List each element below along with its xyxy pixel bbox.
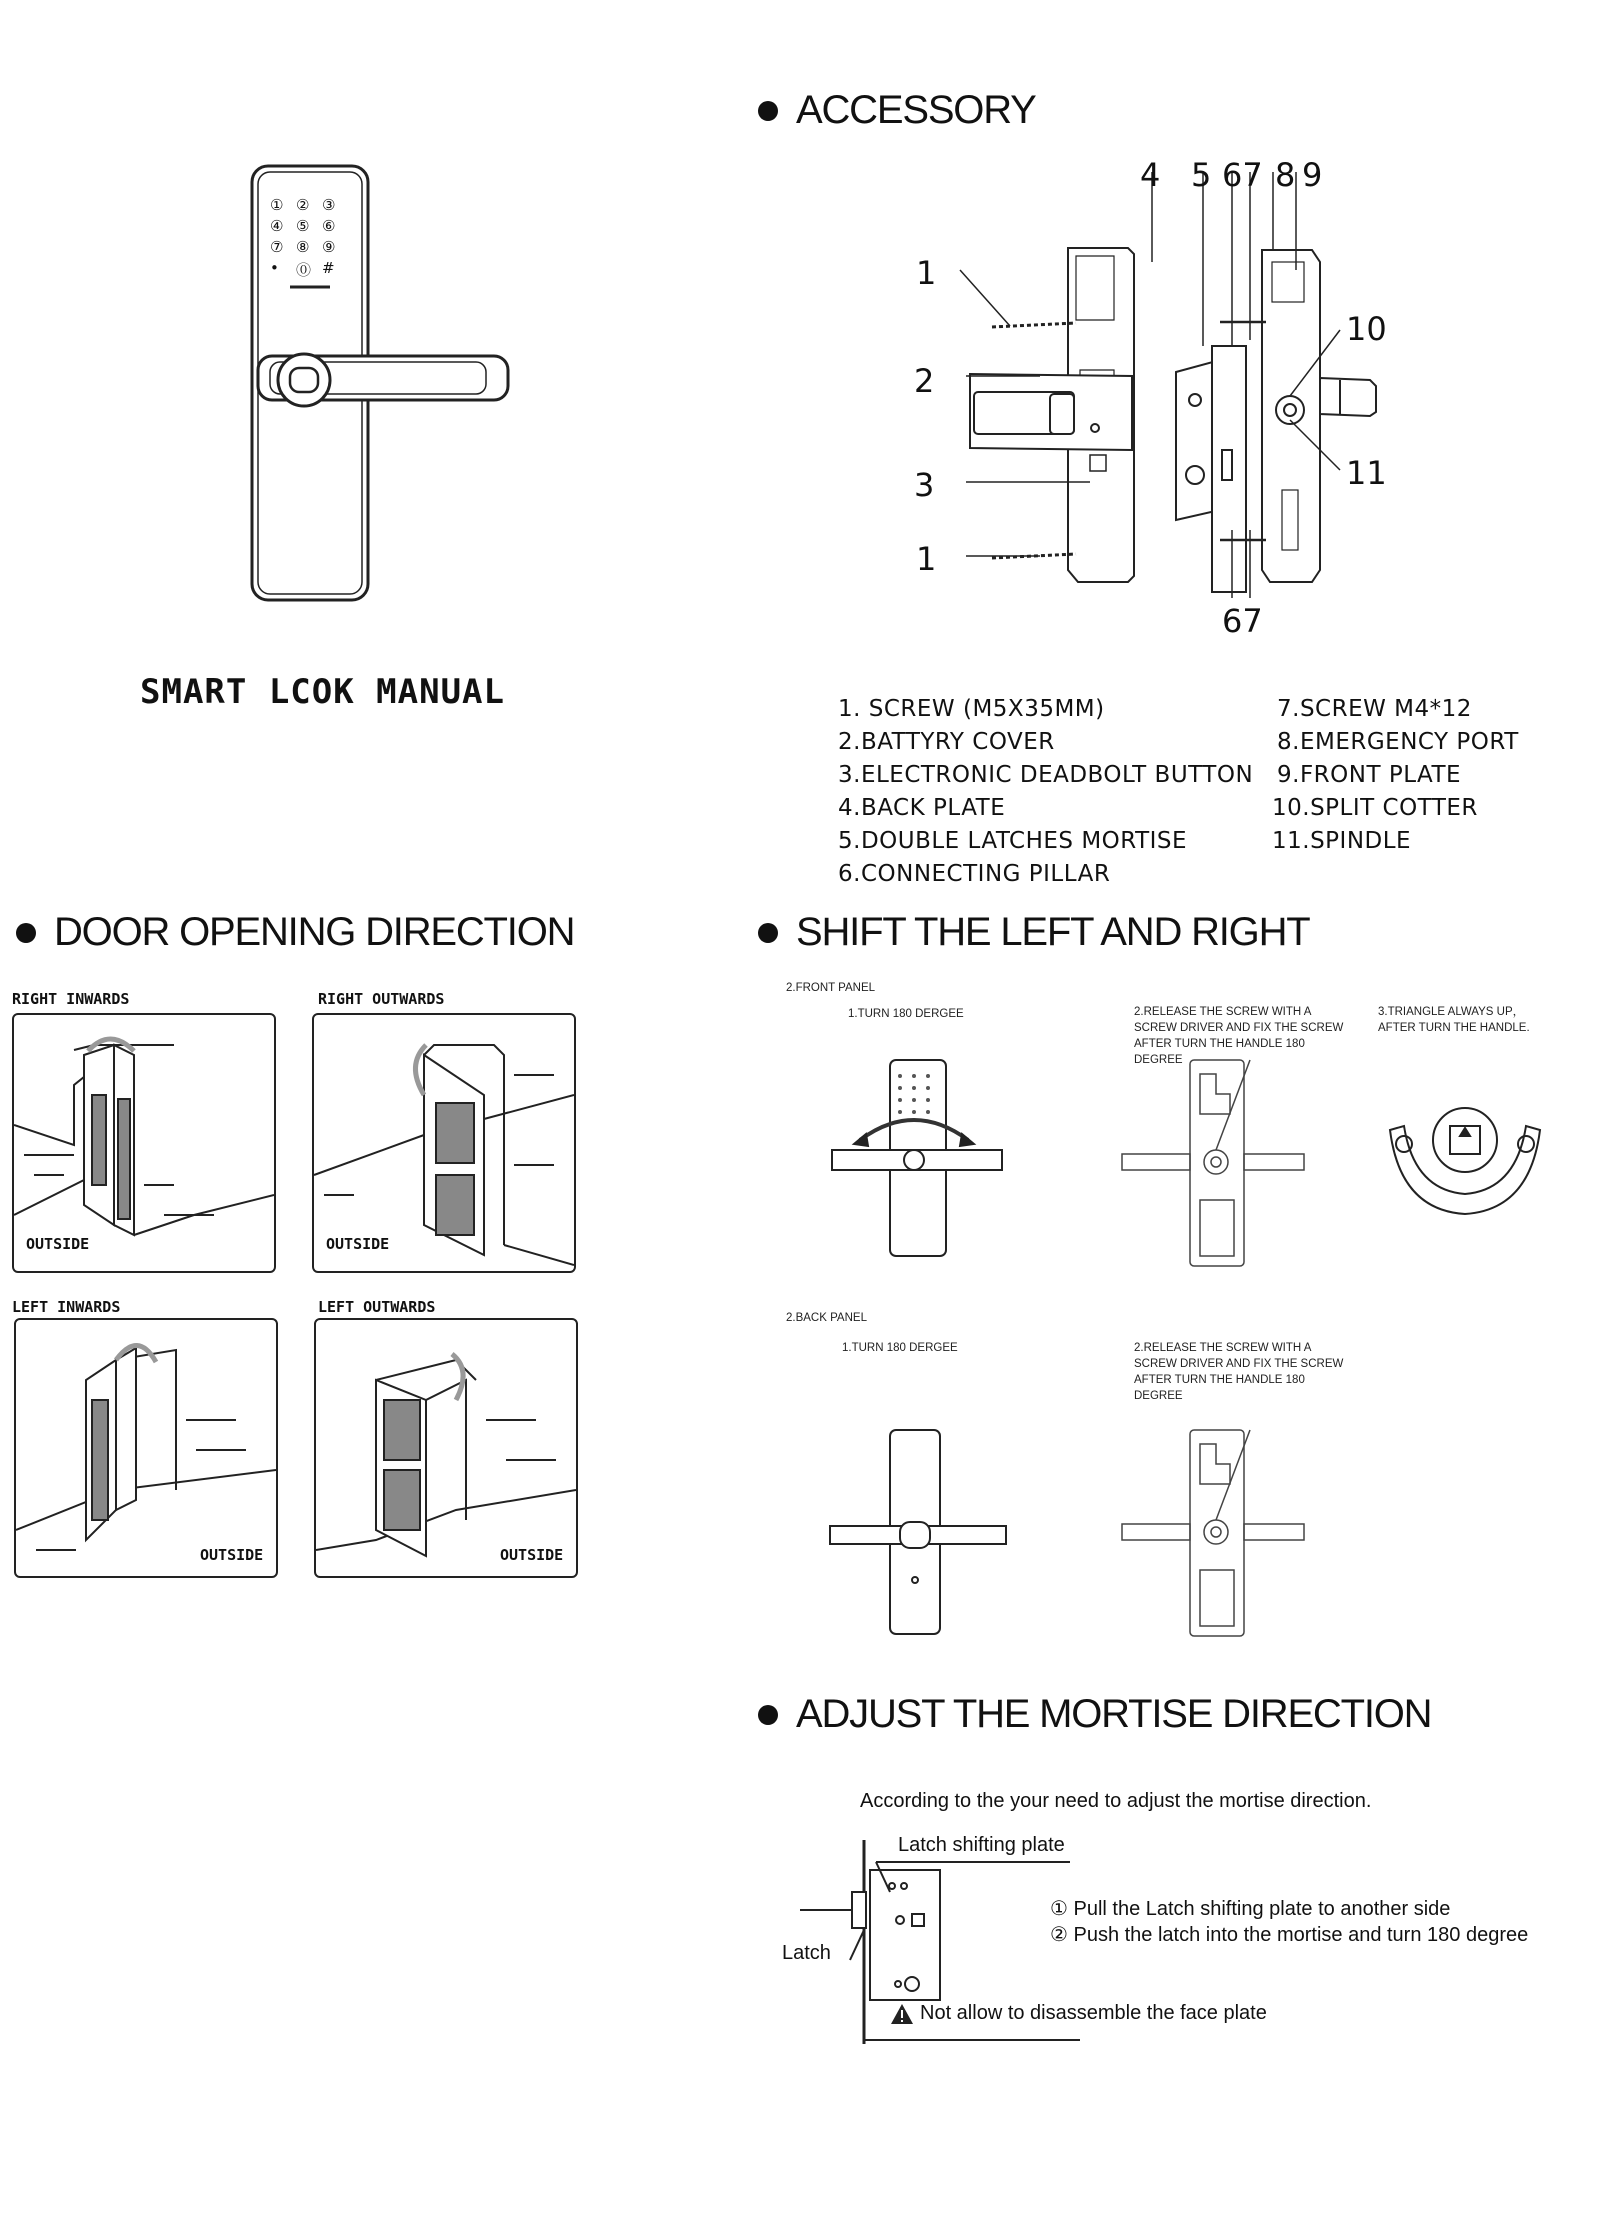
- callout-5: 5: [1191, 156, 1212, 194]
- callout-9: 9: [1302, 156, 1323, 194]
- keypad-key: ⑨: [322, 238, 336, 256]
- accessory-item-6: 6.CONNECTING PILLAR: [838, 861, 1111, 887]
- accessory-item-5: 5.DOUBLE LATCHES MORTISE: [838, 828, 1188, 854]
- back-panel-label: 2.BACK PANEL: [786, 1312, 867, 1324]
- door-heading-text: DOOR OPENING DIRECTION: [54, 910, 575, 954]
- accessory-item-2: 2.BATTYRY COVER: [838, 729, 1055, 755]
- door-caption-right-inwards: OUTSIDE: [26, 1235, 90, 1253]
- front-step-1: 1.TURN 180 DERGEE: [848, 1008, 964, 1020]
- door-panel-right-inwards: [12, 1013, 276, 1273]
- door-caption-left-outwards: OUTSIDE: [500, 1546, 564, 1564]
- keypad-key: ④: [270, 217, 284, 235]
- keypad-key: ⑥: [322, 217, 336, 235]
- keypad-key: •: [270, 259, 279, 277]
- bullet-icon: [758, 101, 778, 121]
- accessory-item-7: 7.SCREW M4*12: [1277, 696, 1472, 722]
- door-caption-left-inwards: OUTSIDE: [200, 1546, 264, 1564]
- latch-label: Latch: [782, 1942, 831, 1964]
- triangle-spindle-figure: [1380, 1090, 1550, 1230]
- exploded-diagram: [900, 150, 1460, 670]
- back-step-1: 1.TURN 180 DERGEE: [842, 1342, 958, 1354]
- door-label-left-outwards: LEFT OUTWARDS: [318, 1298, 436, 1316]
- keypad-key: #: [322, 259, 335, 277]
- back-panel-handle-figure: [826, 1420, 1016, 1640]
- callout-1-bottom: 1: [916, 540, 937, 578]
- mortise-intro: According to the your need to adjust the mortise direction.: [860, 1790, 1372, 1812]
- accessory-item-4: 4.BACK PLATE: [838, 795, 1006, 821]
- bullet-icon: [758, 1705, 778, 1725]
- keypad-key: ③: [322, 196, 336, 214]
- front-panel-label: 2.FRONT PANEL: [786, 982, 876, 994]
- accessory-item-3: 3.ELECTRONIC DEADBOLT BUTTON: [838, 762, 1254, 788]
- door-caption-right-outwards: OUTSIDE: [326, 1235, 390, 1253]
- door-heading: [16, 910, 574, 955]
- bullet-icon: [758, 923, 778, 943]
- accessory-item-1: 1. SCREW (M5X35MM): [838, 696, 1105, 722]
- mortise-step-2: ② Push the latch into the mortise and turn 180 degree: [1050, 1924, 1529, 1946]
- mortise-heading: [758, 1692, 1431, 1737]
- accessory-item-8: 8.EMERGENCY PORT: [1277, 729, 1519, 755]
- callout-8: 8: [1275, 156, 1296, 194]
- keypad-key: ①: [270, 196, 284, 214]
- shift-heading: [758, 910, 1310, 955]
- keypad-key: ⑦: [270, 238, 284, 256]
- accessory-item-9: 9.FRONT PLATE: [1277, 762, 1462, 788]
- accessory-heading: [758, 88, 1036, 133]
- callout-4: 4: [1140, 156, 1161, 194]
- callout-2: 2: [914, 362, 935, 400]
- keypad-key: ⑤: [296, 217, 310, 235]
- mortise-heading-text: ADJUST THE MORTISE DIRECTION: [796, 1692, 1432, 1736]
- warning-icon: [890, 2003, 914, 2025]
- warning-text: Not allow to disassemble the face plate: [920, 2002, 1267, 2024]
- keypad-key: ⑧: [296, 238, 310, 256]
- door-panel-left-outwards: [314, 1318, 578, 1578]
- mortise-step-1: ① Pull the Latch shifting plate to another side: [1050, 1898, 1451, 1920]
- latch-plate-label: Latch shifting plate: [898, 1834, 1065, 1856]
- callout-1-top: 1: [916, 254, 937, 292]
- accessory-heading-text: ACCESSORY: [796, 88, 1036, 132]
- door-panel-left-inwards: [14, 1318, 278, 1578]
- front-step-2: 2.RELEASE THE SCREW WITH A SCREW DRIVER AND FIX THE SCREW AFTER TURN THE HANDLE 180 DEGREE: [1134, 1006, 1344, 1066]
- keypad-key: ②: [296, 196, 310, 214]
- accessory-item-10: 10.SPLIT COTTER: [1272, 795, 1478, 821]
- front-panel-backplate-figure: [1120, 1050, 1320, 1270]
- door-label-right-outwards: RIGHT OUTWARDS: [318, 990, 445, 1008]
- back-step-2: 2.RELEASE THE SCREW WITH A SCREW DRIVER AND FIX THE SCREW AFTER TURN THE HANDLE 180 DEGREE: [1134, 1342, 1344, 1402]
- front-panel-handle-figure: [830, 1050, 1010, 1260]
- front-step-3: 3.TRIANGLE ALWAYS UP，AFTER TURN THE HANDLE.: [1378, 1006, 1530, 1034]
- lock-illustration: [240, 160, 510, 610]
- callout-3: 3: [914, 466, 935, 504]
- door-label-right-inwards: RIGHT INWARDS: [12, 990, 130, 1008]
- door-panel-right-outwards: [312, 1013, 576, 1273]
- back-panel-backplate-figure: [1120, 1420, 1320, 1640]
- callout-11: 11: [1346, 454, 1387, 492]
- callout-10: 10: [1346, 310, 1387, 348]
- accessory-item-11: 11.SPINDLE: [1272, 828, 1412, 854]
- door-label-left-inwards: LEFT INWARDS: [12, 1298, 121, 1316]
- callout-67: 67: [1222, 156, 1263, 194]
- warning-row: [890, 2002, 1267, 2025]
- manual-title: SMART LCOK MANUAL: [140, 672, 505, 712]
- bullet-icon: [16, 923, 36, 943]
- callout-67-bottom: 67: [1222, 602, 1263, 640]
- shift-heading-text: SHIFT THE LEFT AND RIGHT: [796, 910, 1310, 954]
- keypad-key: ⓪: [296, 261, 312, 279]
